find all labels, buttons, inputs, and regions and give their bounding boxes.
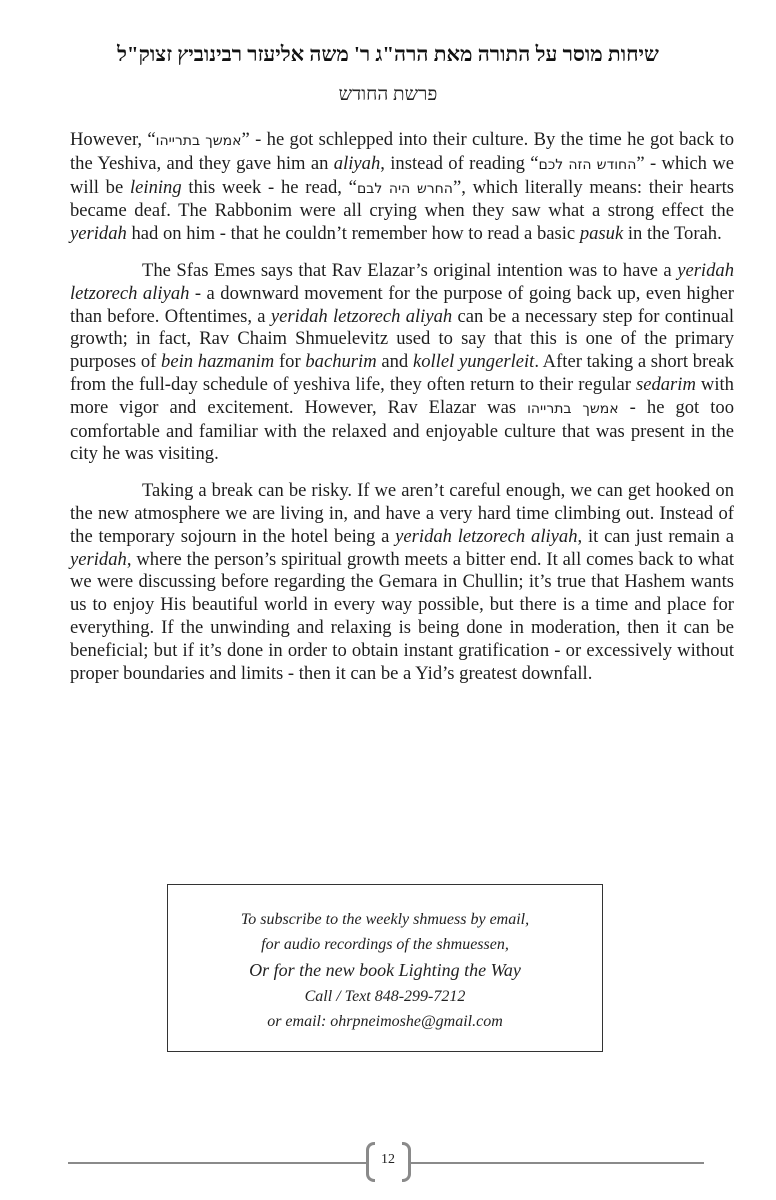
hebrew-quote: החרש היה לבם — [356, 180, 453, 197]
footer-rule-right — [410, 1162, 704, 1164]
page-number: 12 — [381, 1152, 395, 1167]
paragraph-1: However, “אמשך בתרייהו” - he got schlepped into their culture. By the time he got back to the Yeshiva, and they gave him an aliyah, instead of reading “החודש הזה לכם” - which we will be leining this week - he read, “החרש היה לבם”, which literally means: their hearts became deaf. The Rabbonim were all crying when they saw what a strong effect the yeridah had on him - that he couldn’t remember how to read a basic pasuk in the Torah. — [70, 129, 735, 245]
paragraph-3: Taking a break can be risky. If we aren’t careful enough, we can get hooked on the new atmosphere we are living in, and have a very hard time climbing out. Instead of the temporary sojourn in the hotel being a yeridah letzorech aliyah, it can just remain a yeridah, where the person’s spiritual growth meets a bitter end. It all comes back to what we were discussing before regarding the Gemara in Chullin; it’s true that Hashem wants us to enjoy His beautiful world in every way possible, but there is a time and place for everything. If the unwinding and relaxing is being done in moderation, then it can be beneficial; but if it’s done in order to obtain instant gratification - or excessively without proper boundaries and limits - then it can be a Yid’s greatest downfall. — [70, 480, 734, 684]
hebrew-quote: אמשך בתרייהו — [155, 133, 242, 149]
promo-line-book: Or for the new book Lighting the Way — [249, 960, 521, 980]
footer-rule-left — [68, 1162, 366, 1164]
parsha-subtitle: פרשת החודש — [338, 84, 438, 105]
page-footer — [68, 1140, 704, 1190]
promo-line-subscribe: To subscribe to the weekly shmuess by email, — [240, 911, 530, 928]
promo-line-email: or email: ohrpneimoshe@gmail.com — [267, 1013, 503, 1030]
promo-line-audio: for audio recordings of the shmuessen, — [261, 936, 509, 953]
hebrew-quote: החודש הזה לכם — [538, 156, 637, 173]
promo-line-phone: Call / Text 848-299-7212 — [304, 988, 466, 1005]
paragraph-2: The Sfas Emes says that Rav Elazar’s original intention was to have a yeridah letzorech aliyah - a downward movement for the purpose of going back up, even higher than before. Oftentimes, a yeridah letzorech aliyah can be a necessary step for continual growth; in fact, Rav Chaim Shmuelevitz used to say that this is one of the primary purposes of bein hazmanim for bachurim and kollel yungerleit. After taking a short break from the full-day schedule of yeshiva life, they often return to their regular sedarim with more vigor and excitement. However, Rav Elazar was אמשך בתרייהו - he got too comfortable and familiar with the relaxed and enjoyable culture that was present in the city he was visiting. — [70, 259, 735, 465]
hebrew-quote: אמשך בתרייהו — [527, 400, 619, 417]
page-header-title: שיחות מוסר על התורה מאת הרה"ג ר' משה אליעזר רבינוביץ זצוק"ל — [117, 42, 659, 66]
article-body — [70, 129, 734, 699]
subscription-info-box — [167, 884, 603, 1052]
